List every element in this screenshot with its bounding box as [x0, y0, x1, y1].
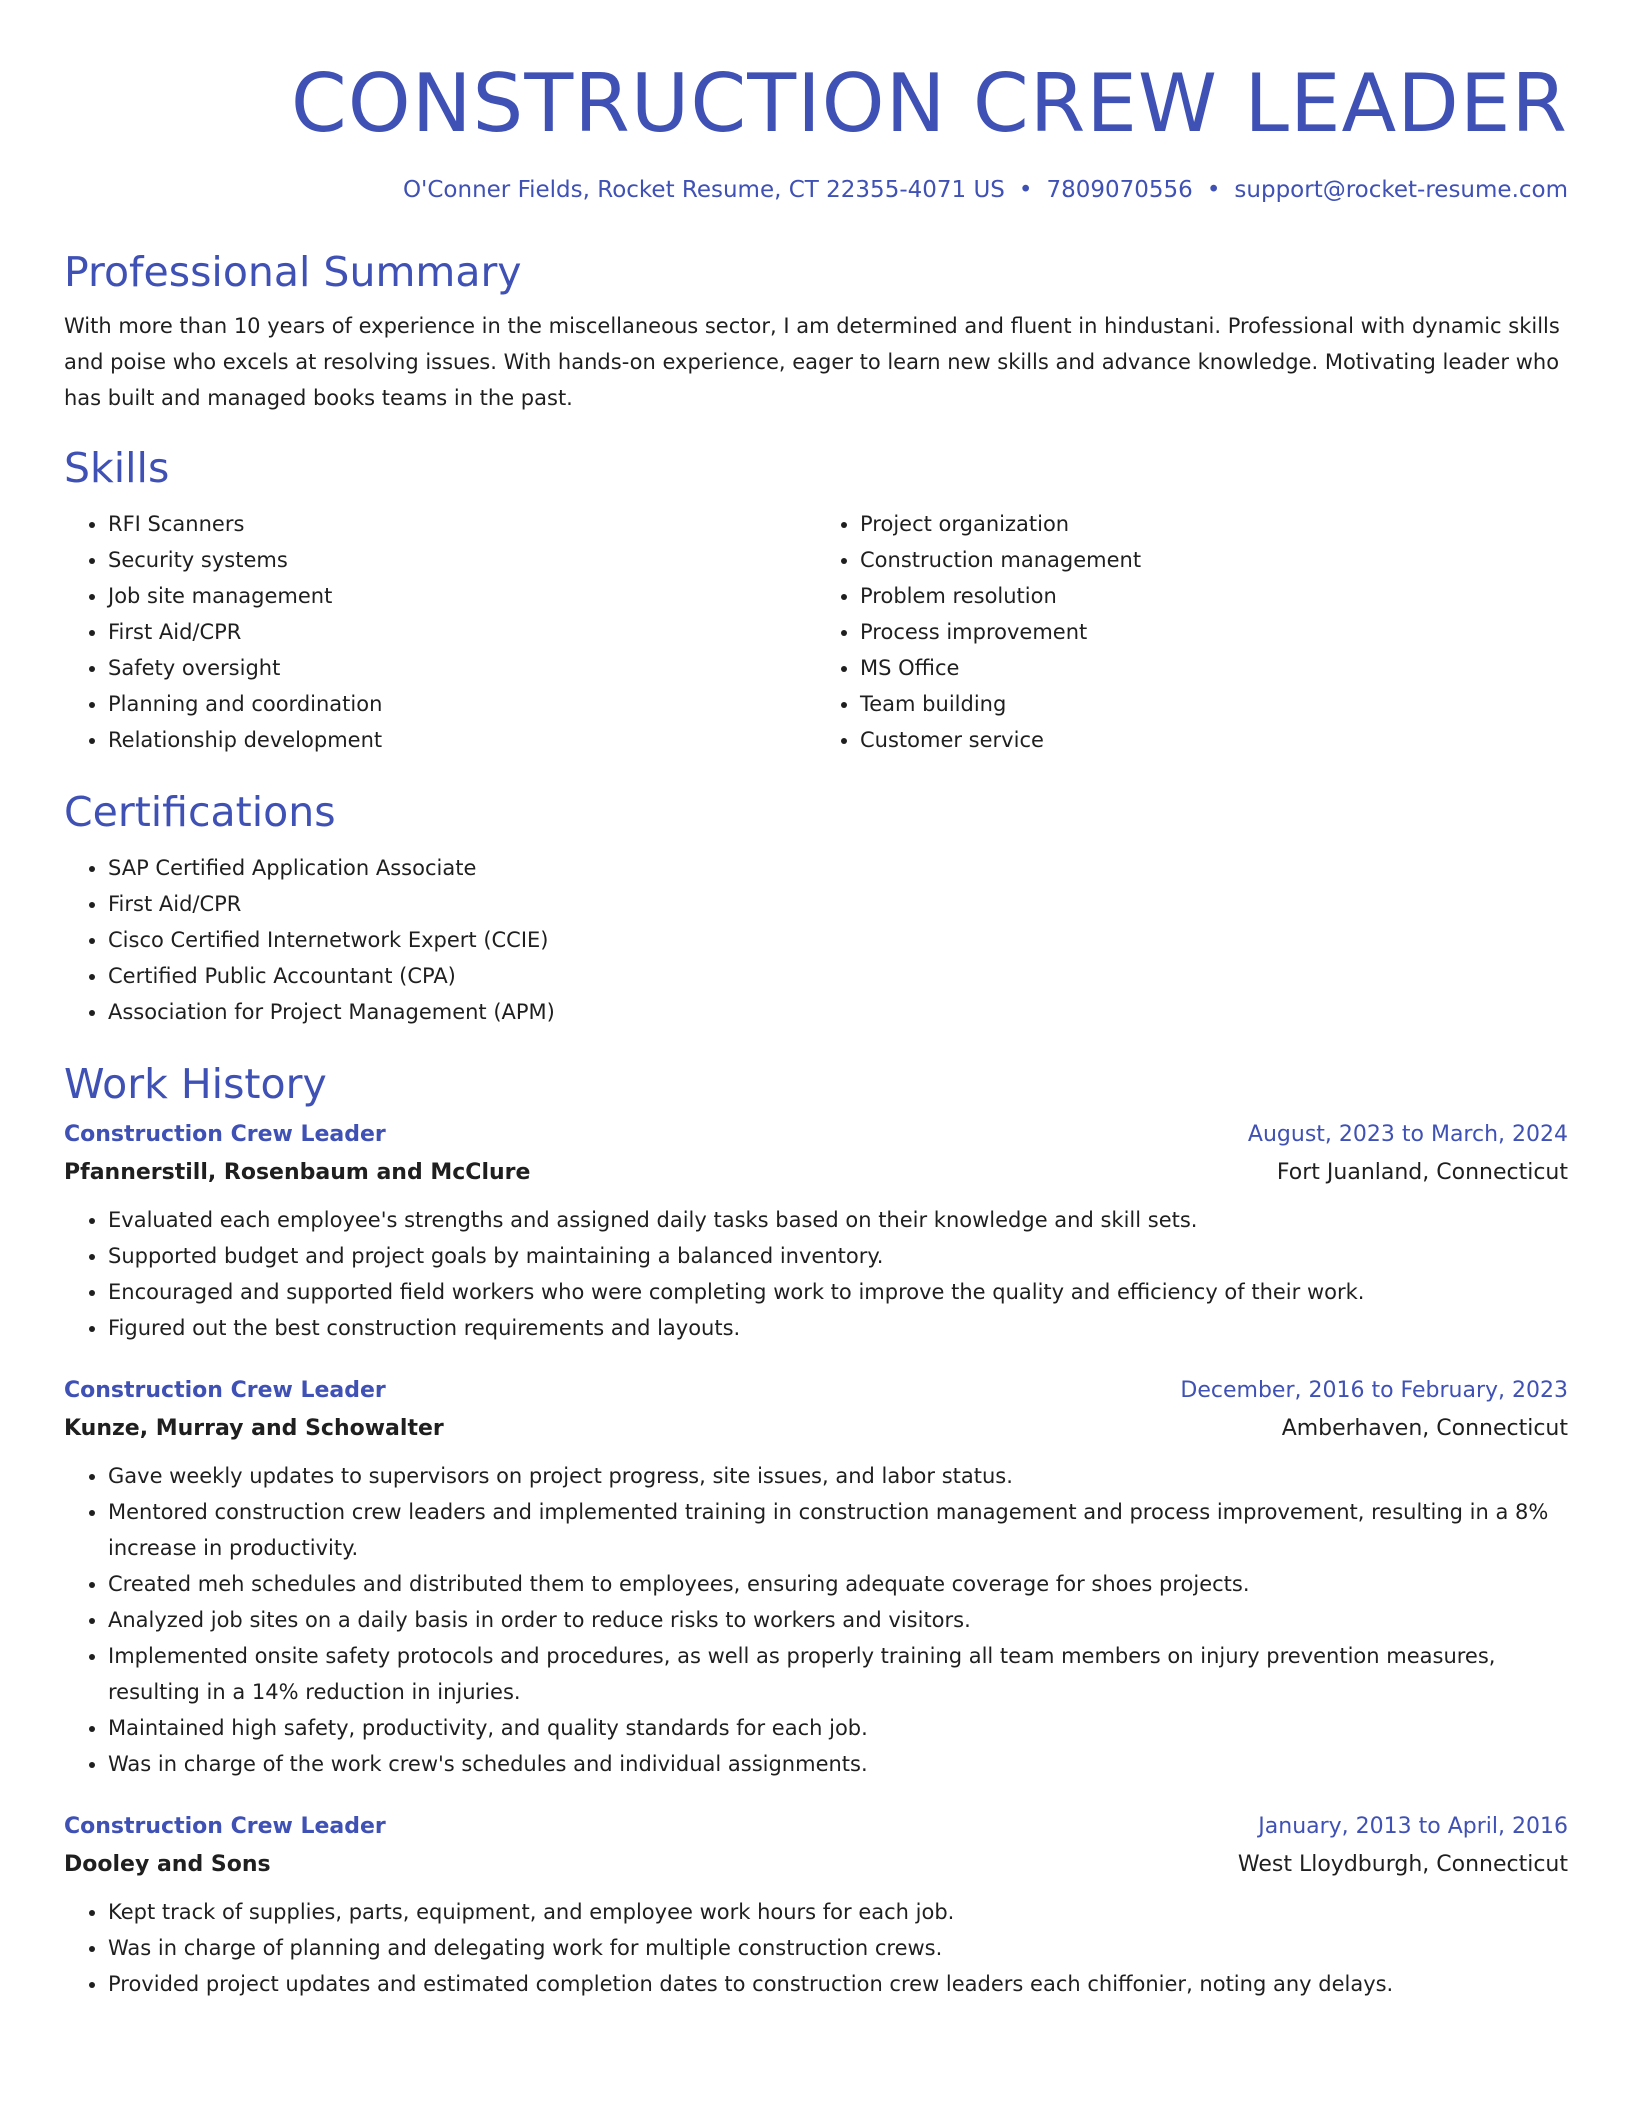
job-title: Construction Crew Leader [64, 1378, 386, 1403]
skill-item: • Customer service [860, 722, 1568, 758]
skill-item: • Safety oversight [108, 650, 816, 686]
skill-item: • MS Office [860, 650, 1568, 686]
job-company-row [64, 1846, 1568, 1884]
work-history-section [64, 1056, 1568, 2002]
skills-section [64, 440, 1568, 758]
skills-list-left [64, 506, 816, 758]
certification-item: • SAP Certified Application Associate [108, 850, 1568, 886]
job-bullet: • Implemented onsite safety protocols and procedures, as well as properly training all team members on injury prevention measures, resulting in a 14% reduction in injuries. [108, 1638, 1568, 1710]
job-bullet: • Figured out the best construction requirements and layouts. [108, 1310, 1568, 1346]
job-bullet: • Created meh schedules and distributed them to employees, ensuring adequate coverage for shoes projects. [108, 1566, 1568, 1602]
contact-address: O'Conner Fields, Rocket Resume, CT 22355-4071 US [402, 177, 1005, 203]
section-heading-certifications: Certifications [64, 788, 336, 836]
job-dates: August, 2023 to March, 2024 [1247, 1122, 1568, 1147]
job-bullets [64, 1894, 1568, 2002]
certifications-section [64, 784, 1568, 1030]
summary-section [64, 244, 1568, 416]
job-bullet: • Provided project updates and estimated completion dates to construction crew leaders each chiffonier, noting any delays. [108, 1966, 1568, 2002]
job-company: Kunze, Murray and Schowalter [64, 1416, 444, 1441]
section-heading-skills: Skills [64, 444, 170, 492]
certification-item: • First Aid/CPR [108, 886, 1568, 922]
job-location: Fort Juanland, Connecticut [1276, 1160, 1568, 1185]
job-title: Construction Crew Leader [64, 1814, 386, 1839]
skill-item: • RFI Scanners [108, 506, 816, 542]
contact-separator: • [1018, 177, 1033, 203]
skill-item: • Planning and coordination [108, 686, 816, 722]
job-bullet: • Mentored construction crew leaders and implemented training in construction management and process improvement, resulting in a 8% increase in productivity. [108, 1494, 1568, 1566]
skills-columns [64, 506, 1568, 758]
job-bullet: • Gave weekly updates to supervisors on project progress, site issues, and labor status. [108, 1458, 1568, 1494]
job-location: West Lloydburgh, Connecticut [1237, 1852, 1568, 1877]
job-entry [64, 1116, 1568, 1346]
skills-list-right [816, 506, 1568, 758]
job-bullet: • Kept track of supplies, parts, equipment, and employee work hours for each job. [108, 1894, 1568, 1930]
job-bullet: • Evaluated each employee's strengths and assigned daily tasks based on their knowledge and skill sets. [108, 1202, 1568, 1238]
certification-item: • Association for Project Management (APM) [108, 994, 1568, 1030]
job-bullet: • Analyzed job sites on a daily basis in order to reduce risks to workers and visitors. [108, 1602, 1568, 1638]
job-bullet: • Was in charge of the work crew's schedules and individual assignments. [108, 1746, 1568, 1782]
skill-item: • Job site management [108, 578, 816, 614]
certifications-list [64, 850, 1568, 1030]
job-company-row [64, 1154, 1568, 1192]
skill-item: • Problem resolution [860, 578, 1568, 614]
job-company: Dooley and Sons [64, 1852, 271, 1877]
skill-item: • Team building [860, 686, 1568, 722]
skill-item: • Project organization [860, 506, 1568, 542]
job-location: Amberhaven, Connecticut [1281, 1416, 1568, 1441]
skill-item: • Process improvement [860, 614, 1568, 650]
job-bullet: • Encouraged and supported field workers who were completing work to improve the quality and efficiency of their work. [108, 1274, 1568, 1310]
section-heading-work-history: Work History [64, 1060, 327, 1108]
job-title-row [64, 1116, 1568, 1154]
section-heading-summary: Professional Summary [64, 248, 522, 296]
job-bullets [64, 1202, 1568, 1346]
job-company: Pfannerstill, Rosenbaum and McClure [64, 1160, 531, 1185]
job-dates: January, 2013 to April, 2016 [1258, 1814, 1568, 1839]
job-bullet: • Maintained high safety, productivity, and quality standards for each job. [108, 1710, 1568, 1746]
job-entry [64, 1808, 1568, 2002]
job-bullet: • Was in charge of planning and delegating work for multiple construction crews. [108, 1930, 1568, 1966]
skill-item: • Relationship development [108, 722, 816, 758]
job-title-row [64, 1372, 1568, 1410]
contact-email: support@rocket-resume.com [1234, 177, 1568, 203]
job-company-row [64, 1410, 1568, 1448]
skill-item: • Security systems [108, 542, 816, 578]
job-title: Construction Crew Leader [64, 1122, 386, 1147]
contact-separator: • [1206, 177, 1221, 203]
certification-item: • Cisco Certified Internetwork Expert (CCIE) [108, 922, 1568, 958]
job-bullets [64, 1458, 1568, 1782]
job-dates: December, 2016 to February, 2023 [1180, 1378, 1568, 1403]
job-title-row [64, 1808, 1568, 1846]
skill-item: • Construction management [860, 542, 1568, 578]
job-bullet: • Supported budget and project goals by maintaining a balanced inventory. [108, 1238, 1568, 1274]
certification-item: • Certified Public Accountant (CPA) [108, 958, 1568, 994]
contact-phone: 7809070556 [1046, 177, 1193, 203]
contact-line [64, 174, 1568, 206]
skill-item: • First Aid/CPR [108, 614, 816, 650]
job-entry [64, 1372, 1568, 1782]
summary-text: With more than 10 years of experience in the miscellaneous sector, I am determined and fluent in hindustani. Professional with dynamic skills and poise who excels at resolving issues. With hands-on experience, eager to learn new skills and advance knowledge. Motivating leader who has built and managed books teams in the past. [64, 314, 1560, 410]
resume-name-title: CONSTRUCTION CREW LEADER [290, 57, 1568, 150]
